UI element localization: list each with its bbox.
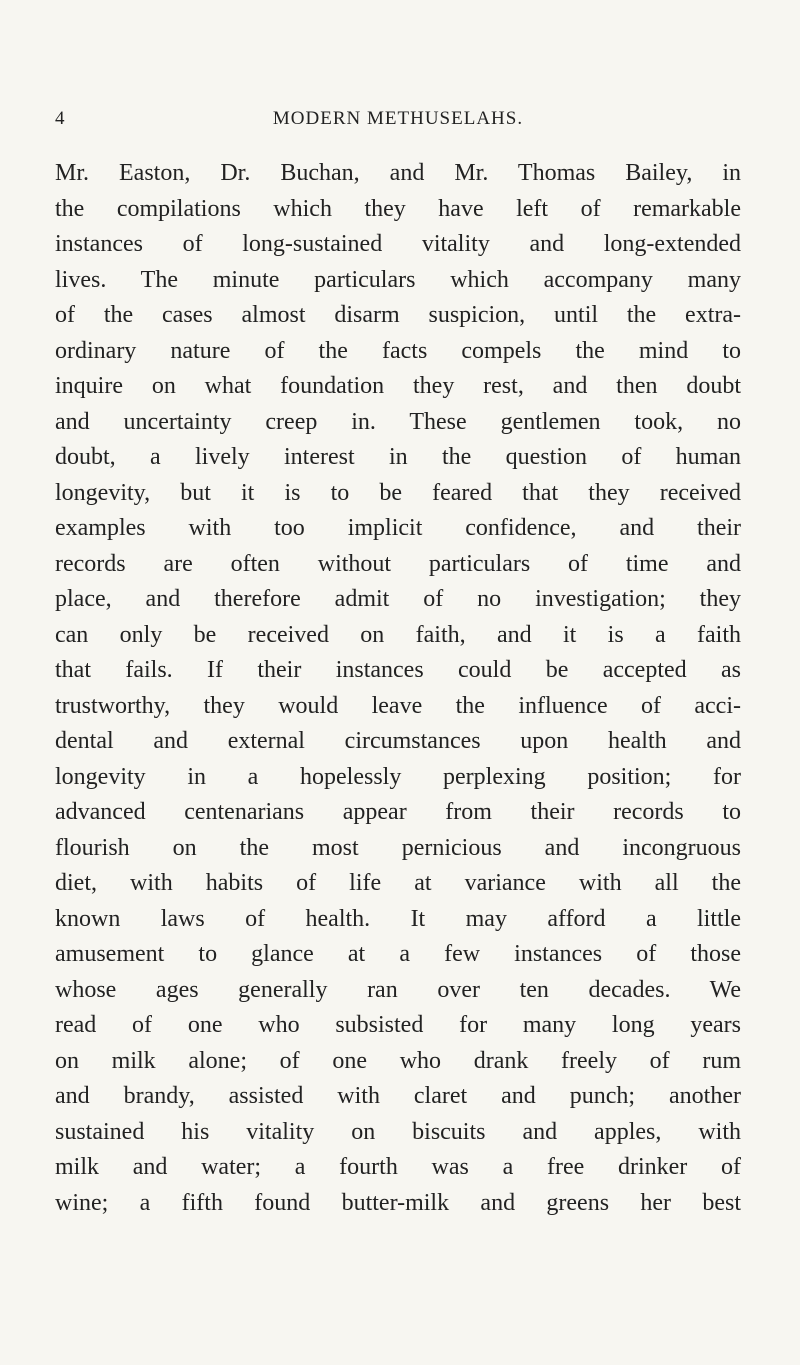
text-line: whose ages generally ran over ten decades. We [55, 976, 741, 1003]
running-head [55, 108, 741, 134]
text-line: and brandy, assisted with claret and punch; another [55, 1083, 741, 1109]
text-line: that fails. If their instances could be accepted as [55, 657, 741, 683]
text-line: known laws of health. It may afford a little [55, 905, 741, 932]
text-line: and uncertainty creep in. These gentlemen took, no [55, 408, 741, 435]
text-line: milk and water; a fourth was a free drinker of [55, 1154, 741, 1180]
text-line: sustained his vitality on biscuits and apples, with [55, 1118, 741, 1145]
text-line: dental and external circumstances upon health and [55, 728, 741, 754]
text-line: trustworthy, they would leave the influence of acci- [55, 692, 741, 719]
text-line: records are often without particulars of time and [55, 550, 741, 577]
text-line: doubt, a lively interest in the question of human [55, 444, 741, 470]
text-line: inquire on what foundation they rest, and then doubt [55, 373, 741, 399]
text-line: Mr. Easton, Dr. Buchan, and Mr. Thomas Bailey, in [55, 160, 741, 186]
text-line: read of one who subsisted for many long years [55, 1012, 741, 1038]
text-line: flourish on the most pernicious and incongruous [55, 834, 741, 861]
text-line: instances of long-sustained vitality and long-extended [55, 231, 741, 257]
body-text [55, 156, 741, 1221]
text-line: the compilations which they have left of remarkable [55, 195, 741, 222]
text-line: advanced centenarians appear from their records to [55, 799, 741, 825]
text-line: lives. The minute particulars which accompany many [55, 266, 741, 293]
page-number: 4 [55, 108, 66, 129]
text-line: on milk alone; of one who drank freely of rum [55, 1047, 741, 1074]
text-line: examples with too implicit confidence, and their [55, 515, 741, 541]
text-line: diet, with habits of life at variance with all the [55, 870, 741, 896]
running-title: MODERN METHUSELAHS. [272, 108, 524, 129]
text-line: amusement to glance at a few instances of those [55, 941, 741, 967]
text-line: can only be received on faith, and it is a faith [55, 621, 741, 648]
text-line: longevity in a hopelessly perplexing position; for [55, 763, 741, 790]
text-line: ordinary nature of the facts compels the mind to [55, 337, 741, 364]
text-line: wine; a fifth found butter-milk and greens her best [55, 1189, 741, 1216]
text-line: longevity, but it is to be feared that they received [55, 479, 741, 506]
text-line: of the cases almost disarm suspicion, until the extra- [55, 302, 741, 328]
text-line: place, and therefore admit of no investigation; they [55, 586, 741, 612]
